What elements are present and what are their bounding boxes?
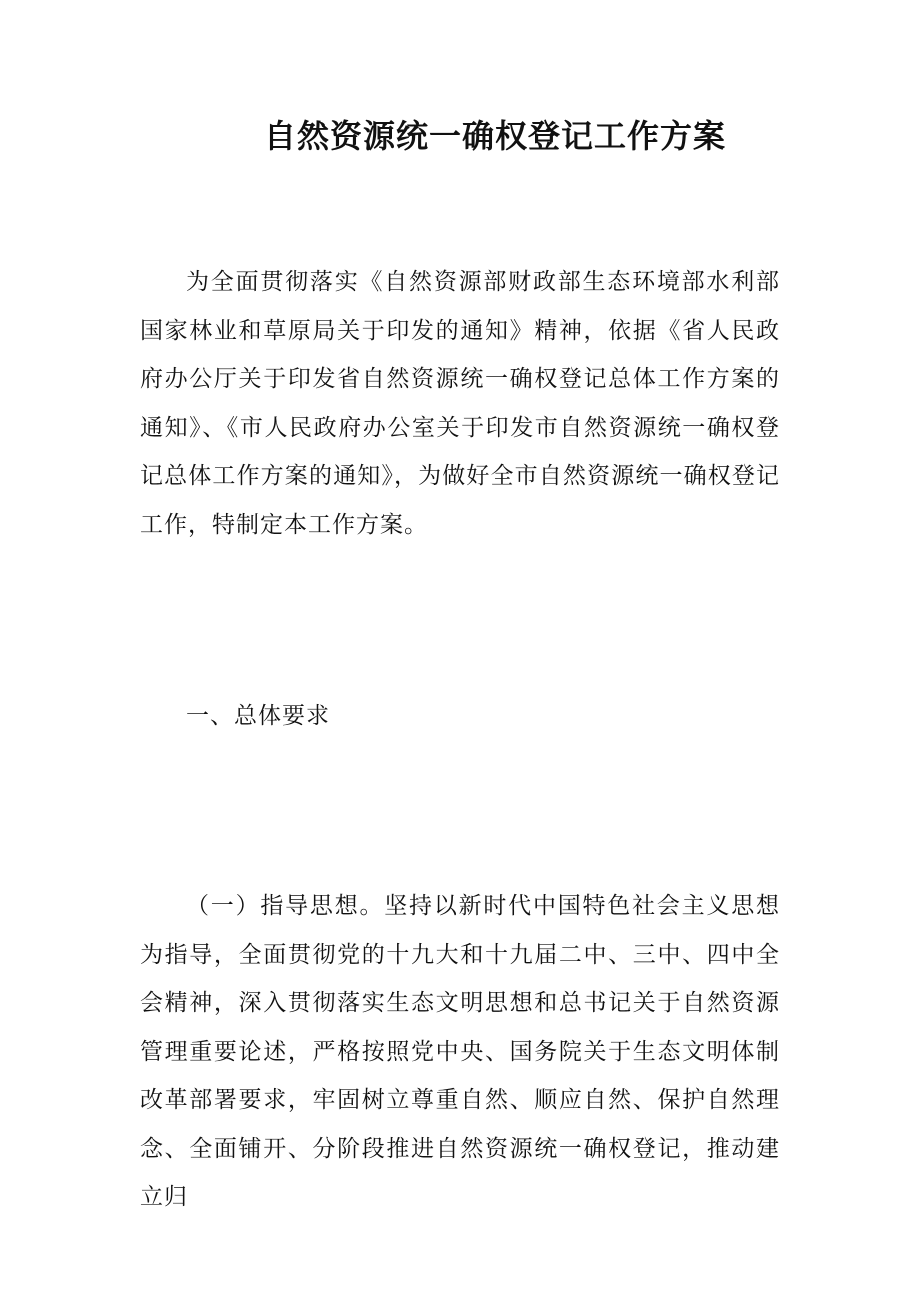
document-title: 自然资源统一确权登记工作方案	[263, 117, 726, 155]
guiding-thought-paragraph: （一）指导思想。坚持以新时代中国特色社会主义思想为指导，全面贯彻党的十九大和十九届二中、三中、四中全会精神，深入贯彻落实生态文明思想和总书记关于自然资源管理重要论述，严格按照党中央、国务院关于生态文明体制改革部署要求，牢固树立尊重自然、顺应自然、保护自然理念、全面铺开、分阶段推进自然资源统一确权登记，推动建立归	[140, 893, 780, 1210]
section-heading-overall-requirements: 一、总体要求	[186, 703, 330, 729]
intro-paragraph: 为全面贯彻落实《自然资源部财政部生态环境部水利部国家林业和草原局关于印发的通知》精神，依据《省人民政府办公厅关于印发省自然资源统一确权登记总体工作方案的通知》、《市人民政府办公室关于印发市自然资源统一确权登记总体工作方案的通知》，为做好全市自然资源统一确权登记工作，特制定本工作方案。	[140, 269, 780, 538]
